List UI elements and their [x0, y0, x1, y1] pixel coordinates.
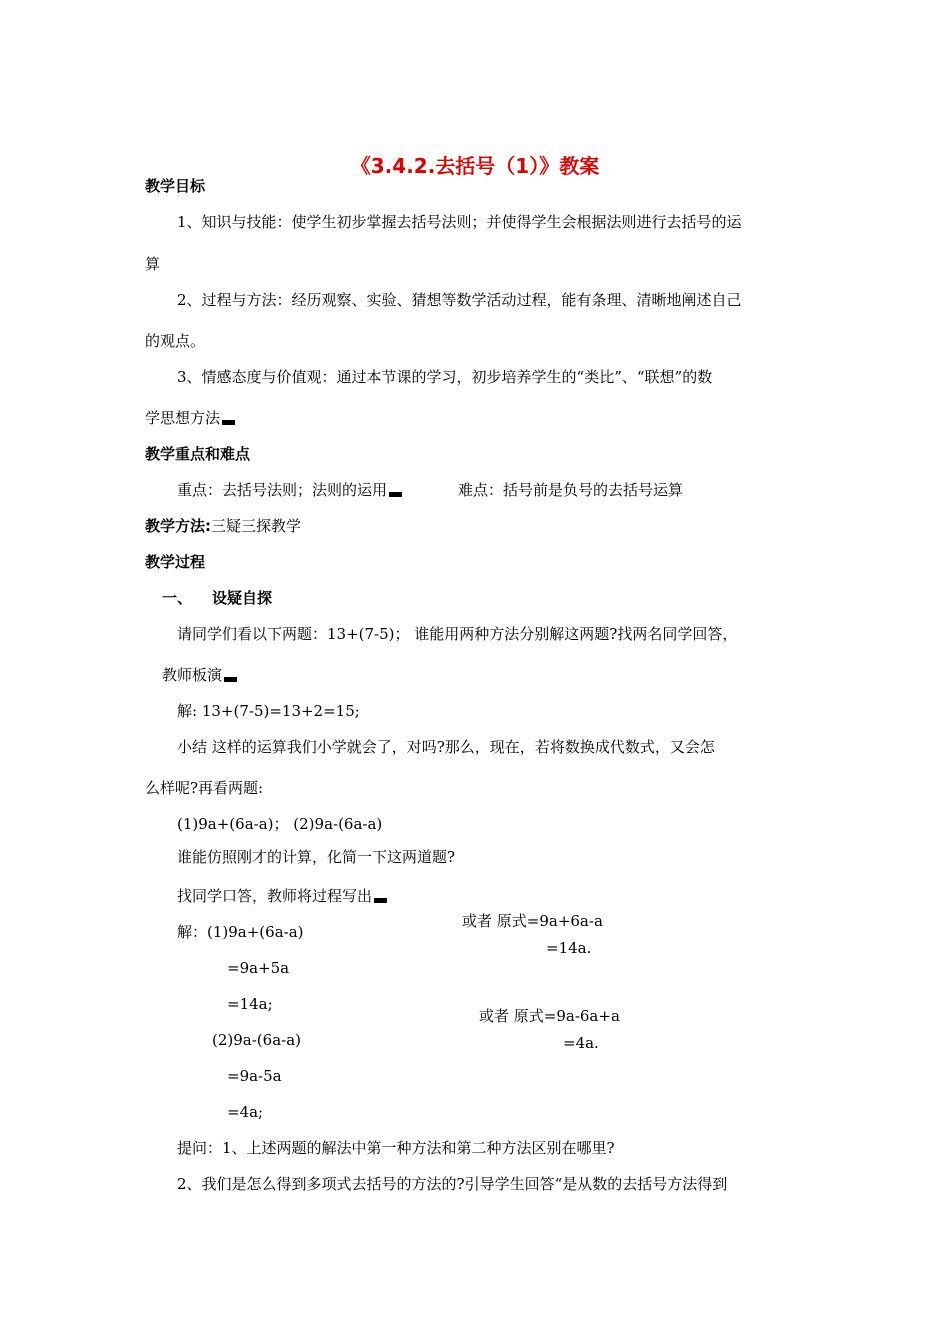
paragraph-6 [177, 886, 387, 906]
key-point-difficulty: 难点：括号前是负号的去括号运算 [458, 481, 684, 499]
solution-a-line-3: =14a; [227, 995, 273, 1013]
objective-2-line-2: 的观点。 [145, 332, 206, 350]
solution-b-line-3: =4a; [227, 1103, 264, 1121]
ink-mark [224, 677, 237, 682]
objective-3-line-2-text: 学思想方法 [145, 409, 221, 427]
ink-mark [389, 492, 402, 497]
paragraph-1-line-1: 请同学们看以下两题：13+(7-5)； 谁能用两种方法分别解这两题?找两名同学回答， [177, 625, 738, 643]
alternative-b-line-2: =4a. [563, 1034, 599, 1052]
paragraph-3-line-2: 么样呢?再看两题: [145, 779, 264, 797]
paragraph-4: (1)9a+(6a-a)； (2)9a-(6a-a) [177, 815, 383, 833]
objective-3-line-2 [145, 408, 235, 428]
solution-a-line-1: 解：(1)9a+(6a-a) [177, 923, 304, 941]
objectives-heading: 教学目标 [145, 177, 206, 195]
teaching-method-label: 教学方法: [145, 517, 211, 535]
objective-1-line-1: 1、知识与技能：使学生初步掌握去括号法则；并使得学生会根据法则进行去括号的运 [177, 213, 742, 231]
paragraph-1-line-2-text: 教师板演 [162, 666, 223, 684]
objective-1-line-2: 算 [145, 255, 161, 273]
objective-2-line-1: 2、过程与方法：经历观察、实验、猜想等数学活动过程，能有条理、清晰地阐述自己 [177, 291, 742, 309]
teaching-method [145, 516, 301, 536]
section-1-number: 一、 [162, 589, 193, 607]
paragraph-1-line-2 [162, 665, 237, 685]
solution-b-line-2: =9a-5a [227, 1067, 282, 1085]
alternative-b-line-1: 或者 原式=9a-6a+a [479, 1007, 620, 1025]
paragraph-3-line-1: 小结 这样的运算我们小学就会了，对吗?那么，现在，若将数换成代数式，又会怎 [177, 738, 715, 756]
key-point-focus [177, 480, 402, 500]
teaching-method-value: 三疑三探教学 [211, 517, 302, 535]
key-point-focus-text: 重点：去括号法则；法则的运用 [177, 481, 388, 499]
solution-b-line-1: (2)9a-(6a-a) [212, 1031, 302, 1049]
paragraph-5: 谁能仿照刚才的计算，化简一下这两道题? [177, 848, 456, 866]
alternative-a-line-1: 或者 原式=9a+6a-a [462, 912, 603, 930]
process-heading: 教学过程 [145, 553, 206, 571]
ink-mark [222, 420, 235, 425]
paragraph-2: 解: 13+(7-5)=13+2=15; [177, 702, 360, 720]
key-points-heading: 教学重点和难点 [145, 445, 251, 463]
ink-mark [374, 898, 387, 903]
paragraph-6-text: 找同学口答，教师将过程写出 [177, 887, 373, 905]
question-2: 2、我们是怎么得到多项式去括号的方法的?引导学生回答“是从数的去括号方法得到 [177, 1175, 728, 1193]
question-1: 提问：1、上述两题的解法中第一种方法和第二种方法区别在哪里? [177, 1139, 615, 1157]
objective-3-line-1: 3、情感态度与价值观：通过本节课的学习，初步培养学生的“类比”、“联想”的数 [177, 368, 713, 386]
document-title: 《3.4.2.去括号（1）》教案 [350, 154, 600, 178]
section-1-title: 设疑自探 [212, 589, 273, 607]
alternative-a-line-2: =14a. [546, 939, 592, 957]
solution-a-line-2: =9a+5a [227, 959, 290, 977]
